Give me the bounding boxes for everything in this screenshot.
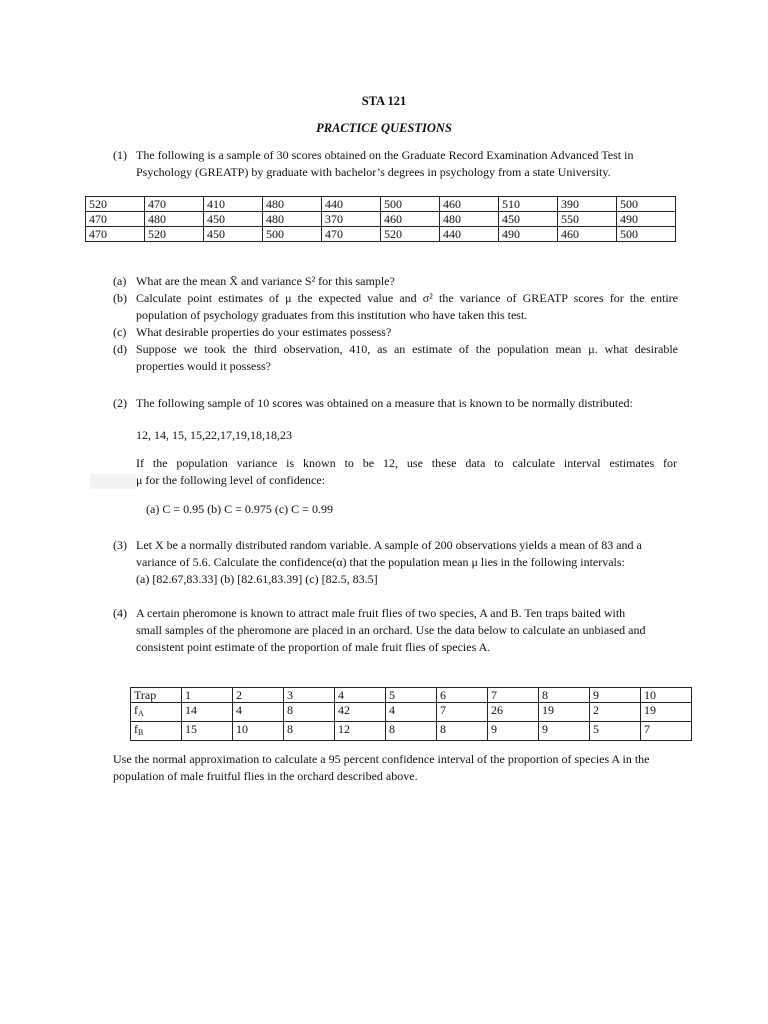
part-text: What desirable properties do your estimates possess? [136, 325, 392, 339]
part-text: population of psychology graduates from this institution who have taken this test. [136, 308, 528, 322]
table-cell: 460 [381, 212, 440, 227]
table-cell: 19 [641, 703, 692, 722]
question-text: μ for the following level of confidence: [136, 473, 326, 487]
table-cell: 1 [182, 688, 233, 703]
table-cell: 9 [539, 722, 590, 741]
table-cell: 490 [499, 227, 558, 242]
table-cell: 5 [590, 722, 641, 741]
table-cell: 7 [488, 688, 539, 703]
table-cell: 450 [204, 227, 263, 242]
part-text: Calculate point estimates of μ the expected value and σ² the variance of GREATP scores for the entire [136, 291, 678, 305]
table-cell: 8 [284, 722, 335, 741]
table-cell: 440 [322, 197, 381, 212]
question-text: variance of 5.6. Calculate the confidence(α) that the population mean μ lies in the following intervals: [136, 555, 625, 569]
table-cell: 500 [617, 197, 676, 212]
table-cell: 4 [335, 688, 386, 703]
table-cell: 500 [617, 227, 676, 242]
question-text: The following sample of 10 scores was obtained on a measure that is known to be normally distributed: [136, 396, 633, 410]
table-cell: 6 [437, 688, 488, 703]
table-cell: 12 [335, 722, 386, 741]
confidence-options: (a) C = 0.95 (b) C = 0.975 (c) C = 0.99 [146, 502, 333, 516]
table-cell: 550 [558, 212, 617, 227]
table-cell: 500 [263, 227, 322, 242]
table-cell: 15 [182, 722, 233, 741]
row-label-text: f [134, 703, 138, 717]
table-cell: 3 [284, 688, 335, 703]
table-cell: 26 [488, 703, 539, 722]
table-cell: 520 [86, 197, 145, 212]
part-label: (b) [113, 291, 127, 305]
table-cell: 520 [145, 227, 204, 242]
table-cell: 370 [322, 212, 381, 227]
table-cell: 480 [440, 212, 499, 227]
question-number: (4) [113, 606, 127, 620]
table-cell: 8 [437, 722, 488, 741]
question-text: Let X be a normally distributed random variable. A sample of 200 observations yields a mean of 83 and a [136, 538, 642, 552]
question-number: (1) [113, 148, 127, 162]
table-cell: 8 [539, 688, 590, 703]
table-cell: 9 [590, 688, 641, 703]
row-label-text: f [134, 722, 138, 736]
question-text: A certain pheromone is known to attract male fruit flies of two species, A and B. Ten traps baited with [136, 606, 626, 620]
table-cell: 480 [263, 197, 322, 212]
table-cell: 470 [322, 227, 381, 242]
row-label-subscript: B [138, 728, 144, 737]
table-cell: 490 [617, 212, 676, 227]
table-cell: 470 [86, 212, 145, 227]
row-label-text: Trap [134, 688, 157, 702]
closing-text: Use the normal approximation to calculate a 95 percent confidence interval of the proportion of species A in the [113, 752, 650, 766]
table-cell: 470 [145, 197, 204, 212]
row-label [131, 722, 182, 741]
table-cell: 460 [440, 197, 499, 212]
scores-table [85, 196, 676, 242]
table-cell: 410 [204, 197, 263, 212]
table-cell: 510 [499, 197, 558, 212]
sample-data: 12, 14, 15, 15,22,17,19,18,18,23 [136, 428, 292, 442]
trap-table [130, 687, 692, 741]
closing-text: population of male fruitful flies in the orchard described above. [113, 769, 418, 783]
table-cell: 440 [440, 227, 499, 242]
table-cell: 14 [182, 703, 233, 722]
row-label [131, 688, 182, 703]
table-cell: 390 [558, 197, 617, 212]
table-cell: 4 [233, 703, 284, 722]
question-text: consistent point estimate of the proportion of male fruit flies of species A. [136, 640, 491, 654]
table-cell: 5 [386, 688, 437, 703]
question-text: small samples of the pheromone are placed in an orchard. Use the data below to calculate an unbiased and [136, 623, 646, 637]
part-text: properties would it possess? [136, 359, 271, 373]
table-cell: 42 [335, 703, 386, 722]
question-text: If the population variance is known to be 12, use these data to calculate interval estimates for [136, 456, 677, 470]
question-text: The following is a sample of 30 scores obtained on the Graduate Record Examination Advanced Test in [136, 148, 634, 162]
row-label [131, 703, 182, 722]
part-label: (c) [113, 325, 127, 339]
table-cell: 7 [437, 703, 488, 722]
table-cell: 480 [263, 212, 322, 227]
table-row [86, 197, 676, 212]
table-cell: 8 [386, 722, 437, 741]
table-row [86, 227, 676, 242]
interval-options: (a) [82.67,83.33] (b) [82.61,83.39] (c) [82.5, 83.5] [136, 572, 378, 586]
question-text: Psychology (GREATP) by graduate with bachelor’s degrees in psychology from a state University. [136, 165, 611, 179]
table-cell: 10 [641, 688, 692, 703]
table-row [131, 722, 692, 741]
table-row [131, 688, 692, 703]
table-cell: 19 [539, 703, 590, 722]
table-cell: 450 [499, 212, 558, 227]
document-subtitle: PRACTICE QUESTIONS [316, 121, 452, 135]
table-cell: 2 [590, 703, 641, 722]
table-cell: 2 [233, 688, 284, 703]
part-text: What are the mean X̄ and variance S² for this sample? [136, 274, 395, 288]
table-cell: 4 [386, 703, 437, 722]
row-label-subscript: A [138, 709, 144, 718]
table-cell: 7 [641, 722, 692, 741]
table-cell: 460 [558, 227, 617, 242]
table-cell: 450 [204, 212, 263, 227]
part-text: Suppose we took the third observation, 410, as an estimate of the population mean μ. what desirable [136, 342, 678, 356]
table-cell: 470 [86, 227, 145, 242]
table-cell: 500 [381, 197, 440, 212]
question-number: (2) [113, 396, 127, 410]
table-row [131, 703, 692, 722]
table-cell: 9 [488, 722, 539, 741]
table-cell: 520 [381, 227, 440, 242]
table-cell: 10 [233, 722, 284, 741]
document-title: STA 121 [361, 94, 407, 108]
part-label: (d) [113, 342, 127, 356]
table-cell: 480 [145, 212, 204, 227]
table-row [86, 212, 676, 227]
highlight-block [90, 474, 136, 489]
table-cell: 8 [284, 703, 335, 722]
part-label: (a) [113, 274, 127, 288]
question-number: (3) [113, 538, 127, 552]
